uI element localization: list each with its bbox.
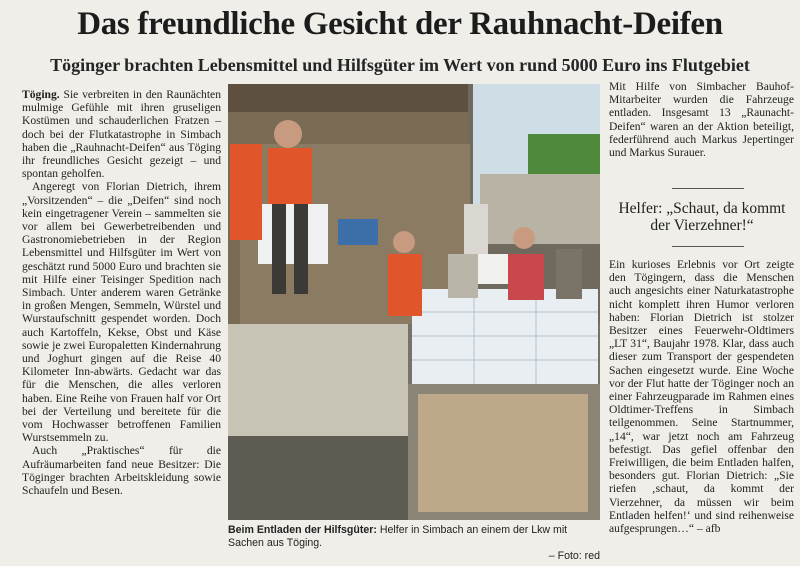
photo-credit: – Foto: red (548, 550, 600, 562)
photo-caption (228, 524, 600, 563)
side-headline: Helfer: „Schaut, da kommt der Vierzehner!“ (618, 200, 786, 234)
paragraph-practical: Auch „Praktisches“ für die Aufräumarbeiten fand neue Besitzer: Die Töginger brachten Arbeitskleidung sowie Schaufeln und Besen. (22, 444, 221, 498)
headline: Das freundliche Gesicht der Rauhnacht-Deifen (77, 6, 723, 42)
subheadline: Töginger brachten Lebensmittel und Hilfsgüter im Wert von rund 5000 Euro ins Flutgebiet (50, 55, 750, 75)
paragraph-intro: Sie verbreiten in den Raunächten mulmige Gefühle mit ihren gruseligen Kostümen und schauderlichen Fratzen – doch bei der Flutkatastrophe in Simbach haben die „Rauhnacht-Deifen“ aus Töging ihr freundliches Gesicht gezeigt – und spontan geholfen. (22, 88, 221, 181)
caption-text: Helfer in Simbach an einem der Lkw mit Sachen aus Töging. (228, 524, 568, 549)
paragraph-unloading: Mit Hilfe von Simbacher Bauhof-Mitarbeiter wurden die Fahrzeuge entladen. Insgesamt 13 „Raunacht-Deifen“ waren an der Aktion beteiligt, federführend auch Markus Jepertinger und Markus Surauer. (609, 80, 794, 160)
paragraph-collection: Angeregt von Florian Dietrich, ihrem „Vorsitzenden“ – die „Deifen“ sind noch kein eingetragener Verein – sammelten sie vor allem bei Gewerbetreibenden und Gastronomiebetrieben in der Region Lebensmittel und Hilfsgüter im Wert von geschätzt rund 5000 Euro und brachten sie mit Hilfe einer Teisinger Spedition nach Simbach. Unter anderem waren Getränke in großen Mengen, Semmeln, Würstel und Wurstaufschnitt gespendet worden. Doch auch Kartoffeln, Kekse, Obst und Käse sowie je zwei Europaletten Kindernahrung und Joghurt gingen auf die Reise 40 Kilometer Inn-abwärts. Gedacht war das für die Menschen, die alles verloren haben. Eine Reihe von Frauen half vor Ort bei der Verteilung und bereitete für die vom Hochwasser betroffenen Familien Wurstsemmeln zu. (22, 180, 221, 445)
dateline: Töging. (22, 88, 60, 101)
article-column-3-top (609, 80, 794, 159)
news-photo (228, 84, 600, 520)
caption-lead: Beim Entladen der Hilfsgüter: (228, 524, 377, 536)
photo-illustration (228, 84, 600, 520)
article-column-1 (22, 88, 221, 497)
divider-top (672, 188, 744, 189)
article-column-3-bottom (609, 258, 794, 535)
divider-bottom (672, 246, 744, 247)
paragraph-anecdote: Ein kurioses Erlebnis vor Ort zeigte den Tögingern, dass die Menschen auch angesichts einer Naturkatastrophe nicht komplett ihren Humor verloren haben: Florian Dietrich ist stolzer Besitzer eines Feuerwehr-Oldtimers „LT 31“, Baujahr 1978. Klar, dass auch dieser zum Transport der gespendeten Sachen eingesetzt wurde. Eine Woche vor der Flut hatte der Töginger noch an einer Fahrzeugparade im Rahmen eines Oldtimer-Treffens in Simbach teilgenommen. Seine Startnummer, „14“, war jetzt noch am Fahrzeug befestigt. Das gefiel offenbar den Freiwilligen, die beim Entladen halfen, besonders gut. Florian Dietrich: „Sie riefen ‚schaut, da kommt der Vierzehner, da müssen wir beim Entladen helfen!‘ und sind reihenweise aufgesprungen…“ – afb (609, 258, 794, 536)
